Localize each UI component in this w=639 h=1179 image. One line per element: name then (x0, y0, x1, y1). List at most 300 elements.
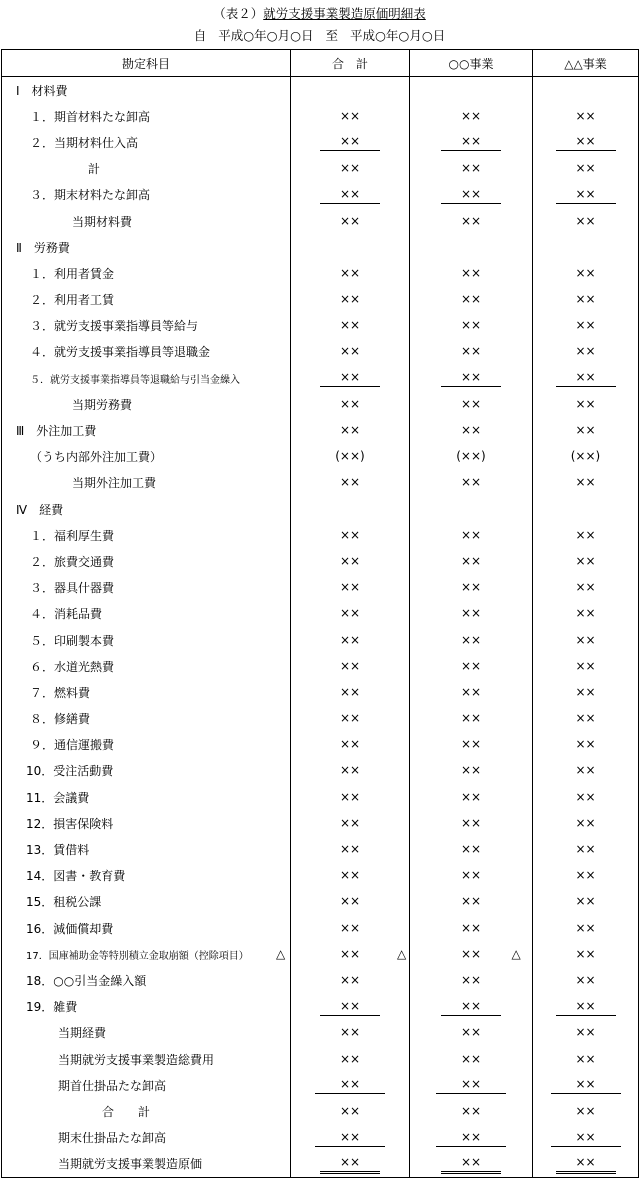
business-a-cell (410, 444, 533, 470)
table-row (2, 1098, 639, 1124)
amount-value: ×× (575, 894, 596, 909)
business-b-cell (533, 496, 639, 522)
table-row (2, 915, 639, 941)
total-cell (291, 836, 410, 862)
business-b-cell (533, 679, 639, 705)
header-business-b: △△事業 (533, 50, 639, 77)
account-label: ２．旅費交通費 (2, 548, 291, 574)
table-row (2, 391, 639, 417)
business-b-cell (533, 391, 639, 417)
business-b-cell (533, 1125, 639, 1151)
amount-value: ×× (575, 292, 596, 307)
amount-value: ×× (551, 1076, 621, 1094)
table-row (2, 967, 639, 993)
amount-value: ×× (575, 396, 596, 411)
total-cell (291, 732, 410, 758)
total-cell (291, 470, 410, 496)
table-row (2, 1046, 639, 1072)
amount-value: ×× (575, 606, 596, 621)
total-cell (291, 1046, 410, 1072)
amount-value: ×× (339, 658, 361, 673)
amount-value: ×× (339, 606, 361, 621)
account-label: Ⅰ 材料費 (2, 77, 291, 104)
account-label: １．期首材料たな卸高 (2, 103, 291, 129)
amount-value: ×× (460, 475, 482, 490)
total-cell (291, 156, 410, 182)
title-prefix: （表２） (213, 6, 264, 21)
amount-value: ×× (441, 186, 501, 204)
amount-value: ×× (339, 972, 361, 987)
business-b-cell (533, 627, 639, 653)
amount-value: ×× (436, 1129, 506, 1147)
amount-value (511, 946, 616, 963)
business-b-cell (533, 967, 639, 993)
amount-value (397, 946, 501, 963)
amount-value: ×× (339, 161, 361, 176)
table-row (2, 810, 639, 836)
account-label: 12．損害保険料 (2, 810, 291, 836)
amount-value: ×× (556, 133, 616, 151)
business-b-cell (533, 208, 639, 234)
amount-value: ×× (575, 213, 596, 228)
total-cell (291, 1072, 410, 1098)
table-row (2, 836, 639, 862)
total-cell (291, 365, 410, 391)
amount-value: ×× (339, 213, 361, 228)
business-a-cell (410, 1151, 533, 1178)
amount-value: ×× (339, 868, 361, 883)
business-b-cell (533, 653, 639, 679)
amount-value: ×× (460, 553, 482, 568)
amount-value: ×× (556, 998, 616, 1016)
business-b-cell (533, 182, 639, 208)
business-a-cell (410, 365, 533, 391)
amount-value: ×× (460, 632, 482, 647)
account-label: Ⅳ 経費 (2, 496, 291, 522)
deduction-triangle-mark: △ (276, 946, 286, 961)
business-a-cell (410, 601, 533, 627)
account-label: 17．国庫補助金等特別積立金取崩額（控除項目） (2, 941, 291, 967)
business-a-cell (410, 182, 533, 208)
business-b-cell (533, 810, 639, 836)
account-label: １．福利厚生費 (2, 522, 291, 548)
business-b-cell (533, 470, 639, 496)
amount-value: ×× (339, 396, 361, 411)
account-label: 当期材料費 (2, 208, 291, 234)
total-cell (291, 994, 410, 1020)
business-b-cell (533, 836, 639, 862)
business-b-cell (533, 522, 639, 548)
account-label: ３．就労支援事業指導員等給与 (2, 313, 291, 339)
amount-value: ×× (339, 527, 361, 542)
amount-value: ×× (460, 1103, 482, 1118)
business-b-cell (533, 1151, 639, 1178)
table-body (2, 77, 639, 1178)
table-row (2, 77, 639, 104)
business-a-cell (410, 967, 533, 993)
table-row (2, 863, 639, 889)
amount-value: ×× (575, 161, 596, 176)
business-a-cell (410, 1098, 533, 1124)
period-to-date: 平成○年○月○日 (350, 28, 446, 43)
amount-value: ×× (575, 711, 596, 726)
amount-value: ×× (460, 292, 482, 307)
account-label: ２．当期材料仕入高 (2, 129, 291, 155)
amount-value: ×× (339, 815, 361, 830)
header-account: 勘定科目 (2, 50, 291, 77)
account-label: 14．図書・教育費 (2, 863, 291, 889)
table-header-row (2, 50, 639, 77)
amount-value: ×× (575, 423, 596, 438)
business-b-cell (511, 941, 639, 967)
table-row (2, 758, 639, 784)
total-cell (291, 706, 410, 732)
amount-text: ×× (339, 946, 361, 961)
amount-value: ×× (575, 553, 596, 568)
amount-value: ×× (339, 632, 361, 647)
account-label: ４．就労支援事業指導員等退職金 (2, 339, 291, 365)
amount-value: (××) (335, 449, 365, 464)
amount-value: ×× (575, 737, 596, 752)
account-label: 16．減価償却費 (2, 915, 291, 941)
account-label: 当期就労支援事業製造総費用 (2, 1046, 291, 1072)
amount-value: ×× (460, 658, 482, 673)
total-cell (291, 889, 410, 915)
amount-value: ×× (575, 108, 596, 123)
amount-value: ×× (575, 1025, 596, 1040)
amount-value: ×× (441, 1154, 501, 1174)
account-label: 期首仕掛品たな卸高 (2, 1072, 291, 1098)
amount-value: ×× (320, 369, 380, 387)
amount-value: ×× (339, 423, 361, 438)
amount-value: ×× (460, 423, 482, 438)
business-b-cell (533, 732, 639, 758)
business-b-cell (533, 444, 639, 470)
amount-value: ×× (460, 868, 482, 883)
total-cell (291, 129, 410, 155)
business-b-cell (533, 339, 639, 365)
amount-value: ×× (339, 920, 361, 935)
amount-value: ×× (441, 998, 501, 1016)
business-b-cell (533, 994, 639, 1020)
amount-value: ×× (460, 161, 482, 176)
amount-value: ×× (441, 133, 501, 151)
amount-value: ×× (575, 789, 596, 804)
total-cell (291, 417, 410, 443)
table-row (2, 548, 639, 574)
amount-value: ×× (315, 1129, 385, 1147)
total-cell (291, 548, 410, 574)
table-row (2, 234, 639, 260)
table-row (2, 706, 639, 732)
amount-value: ×× (460, 763, 482, 778)
amount-value: ×× (460, 842, 482, 857)
account-label: （うち内部外注加工費） (2, 444, 291, 470)
amount-value: ×× (339, 553, 361, 568)
total-cell (291, 234, 410, 260)
amount-value: ×× (460, 344, 482, 359)
table-row (2, 470, 639, 496)
account-label: 期末仕掛品たな卸高 (2, 1125, 291, 1151)
amount-value: ×× (460, 1025, 482, 1040)
amount-value: ×× (320, 998, 380, 1016)
business-a-cell (410, 836, 533, 862)
table-row (2, 313, 639, 339)
total-cell (291, 496, 410, 522)
account-label: 13．賃借料 (2, 836, 291, 862)
table-row (2, 1072, 639, 1098)
table-row (2, 339, 639, 365)
table-row (2, 417, 639, 443)
amount-value: ×× (320, 133, 380, 151)
account-label: １．利用者賃金 (2, 260, 291, 286)
table-row (2, 889, 639, 915)
total-cell (291, 182, 410, 208)
amount-value: ×× (460, 580, 482, 595)
business-b-cell (533, 1046, 639, 1072)
business-a-cell (410, 77, 533, 104)
amount-value: ×× (551, 1129, 621, 1147)
business-b-cell (533, 863, 639, 889)
table-row (2, 679, 639, 705)
business-b-cell (533, 601, 639, 627)
total-cell (291, 522, 410, 548)
business-b-cell (533, 1072, 639, 1098)
amount-value: ×× (339, 1025, 361, 1040)
table-row (2, 1020, 639, 1046)
amount-value: ×× (339, 1103, 361, 1118)
business-a-cell (410, 863, 533, 889)
amount-value: ×× (575, 527, 596, 542)
total-cell (291, 784, 410, 810)
amount-value: ×× (460, 815, 482, 830)
amount-value: ×× (575, 580, 596, 595)
account-label: ５．印刷製本費 (2, 627, 291, 653)
business-a-cell (410, 417, 533, 443)
account-label: 当期経費 (2, 1020, 291, 1046)
business-a-cell (410, 287, 533, 313)
business-b-cell (533, 313, 639, 339)
amount-value: ×× (575, 972, 596, 987)
business-a-cell (410, 679, 533, 705)
amount-value: ×× (575, 763, 596, 778)
total-cell (291, 653, 410, 679)
business-a-cell (410, 994, 533, 1020)
table-row (2, 1151, 639, 1178)
business-b-cell (533, 77, 639, 104)
amount-value: ×× (460, 606, 482, 621)
business-b-cell (533, 129, 639, 155)
amount-value: ×× (575, 815, 596, 830)
deduction-triangle-mark: △ (511, 946, 521, 961)
account-label: 18．○○引当金繰入額 (2, 967, 291, 993)
account-label: 当期就労支援事業製造原価 (2, 1151, 291, 1178)
amount-text: ×× (575, 946, 596, 961)
amount-value: ×× (575, 684, 596, 699)
total-cell (291, 103, 410, 129)
business-b-cell (533, 365, 639, 391)
amount-value: ×× (315, 1076, 385, 1094)
total-cell (291, 575, 410, 601)
account-label: 計 (2, 156, 291, 182)
business-a-cell (410, 391, 533, 417)
business-a-cell (410, 1020, 533, 1046)
business-a-cell (410, 103, 533, 129)
amount-value: ×× (575, 658, 596, 673)
account-label: 10．受注活動費 (2, 758, 291, 784)
business-a-cell (410, 1072, 533, 1098)
amount-value: (××) (570, 449, 601, 464)
account-label: ３．器具什器費 (2, 575, 291, 601)
total-cell (291, 627, 410, 653)
amount-value: ×× (339, 842, 361, 857)
business-a-cell (410, 810, 533, 836)
table-row (2, 182, 639, 208)
table-row (2, 994, 639, 1020)
business-a-cell (410, 627, 533, 653)
total-cell (291, 77, 410, 104)
amount-value: ×× (575, 868, 596, 883)
account-label: 19．雑費 (2, 994, 291, 1020)
business-b-cell (533, 234, 639, 260)
business-a-cell (410, 653, 533, 679)
amount-value: ×× (460, 684, 482, 699)
business-b-cell (533, 103, 639, 129)
amount-value: ×× (575, 318, 596, 333)
statement-title (0, 5, 639, 23)
table-row (2, 129, 639, 155)
table-row (2, 208, 639, 234)
table-row (2, 575, 639, 601)
amount-value: ×× (575, 344, 596, 359)
total-cell (291, 915, 410, 941)
amount-value: ×× (460, 527, 482, 542)
business-b-cell (533, 156, 639, 182)
amount-value: ×× (575, 475, 596, 490)
header-business-a: ○○事業 (410, 50, 533, 77)
amount-value: ×× (460, 789, 482, 804)
amount-value: ×× (556, 186, 616, 204)
table-row (2, 287, 639, 313)
business-a-cell (410, 234, 533, 260)
period-line (0, 27, 639, 45)
account-label: ６．水道光熱費 (2, 653, 291, 679)
total-cell (291, 863, 410, 889)
amount-value: ×× (575, 920, 596, 935)
amount-value: ×× (339, 1051, 361, 1066)
business-a-cell (410, 915, 533, 941)
amount-value: ×× (339, 580, 361, 595)
amount-value: ×× (460, 396, 482, 411)
amount-value: ×× (460, 894, 482, 909)
account-label: ３．期末材料たな卸高 (2, 182, 291, 208)
title-text: 就労支援事業製造原価明細表 (263, 6, 426, 21)
amount-value: ×× (320, 1154, 380, 1174)
amount-value: ×× (460, 1051, 482, 1066)
deduction-triangle-mark: △ (397, 946, 407, 961)
business-a-cell (410, 313, 533, 339)
total-cell (291, 1020, 410, 1046)
amount-value: ×× (460, 972, 482, 987)
account-label: 15．租税公課 (2, 889, 291, 915)
amount-value: ×× (460, 265, 482, 280)
total-cell (291, 758, 410, 784)
table-row (2, 496, 639, 522)
business-b-cell (533, 1020, 639, 1046)
business-a-cell (410, 129, 533, 155)
amount-value: ×× (575, 632, 596, 647)
amount-text: ×× (460, 946, 482, 961)
total-cell (291, 260, 410, 286)
business-b-cell (533, 260, 639, 286)
amount-value: ×× (339, 684, 361, 699)
total-cell (291, 208, 410, 234)
business-b-cell (533, 784, 639, 810)
total-cell (291, 287, 410, 313)
table-row (2, 260, 639, 286)
amount-value: ×× (339, 344, 361, 359)
amount-value: ×× (339, 292, 361, 307)
business-a-cell (410, 208, 533, 234)
total-cell (291, 1125, 410, 1151)
business-b-cell (533, 287, 639, 313)
business-b-cell (533, 889, 639, 915)
table-row (2, 627, 639, 653)
account-label: ５．就労支援事業指導員等退職給与引当金繰入 (2, 365, 291, 391)
business-a-cell (410, 706, 533, 732)
amount-value: ×× (460, 711, 482, 726)
business-a-cell (410, 156, 533, 182)
account-label: ４．消耗品費 (2, 601, 291, 627)
amount-value: ×× (556, 369, 616, 387)
business-a-cell (410, 758, 533, 784)
table-row (2, 732, 639, 758)
account-label: 合 計 (2, 1098, 291, 1124)
table-row (2, 941, 639, 967)
table-row (2, 365, 639, 391)
account-label: 当期労務費 (2, 391, 291, 417)
amount-value: ×× (339, 475, 361, 490)
amount-value: ×× (441, 369, 501, 387)
amount-value: ×× (575, 1051, 596, 1066)
business-b-cell (533, 575, 639, 601)
amount-value: ×× (339, 711, 361, 726)
amount-value: ×× (460, 920, 482, 935)
account-label: ７．燃料費 (2, 679, 291, 705)
account-label: ９．通信運搬費 (2, 732, 291, 758)
amount-value: ×× (460, 737, 482, 752)
amount-value: ×× (460, 213, 482, 228)
amount-value: ×× (339, 789, 361, 804)
business-a-cell (410, 260, 533, 286)
business-a-cell (410, 548, 533, 574)
business-a-cell (410, 1125, 533, 1151)
table-row (2, 653, 639, 679)
header-total: 合 計 (291, 50, 410, 77)
account-label: Ⅱ 労務費 (2, 234, 291, 260)
total-cell (291, 601, 410, 627)
table-row (2, 103, 639, 129)
business-a-cell (410, 1046, 533, 1072)
account-label: 11．会議費 (2, 784, 291, 810)
total-cell (291, 1098, 410, 1124)
total-cell (291, 810, 410, 836)
business-b-cell (533, 548, 639, 574)
period-to-label: 至 (325, 28, 339, 43)
total-cell (291, 444, 410, 470)
amount-value (276, 946, 380, 963)
amount-value: ×× (575, 842, 596, 857)
